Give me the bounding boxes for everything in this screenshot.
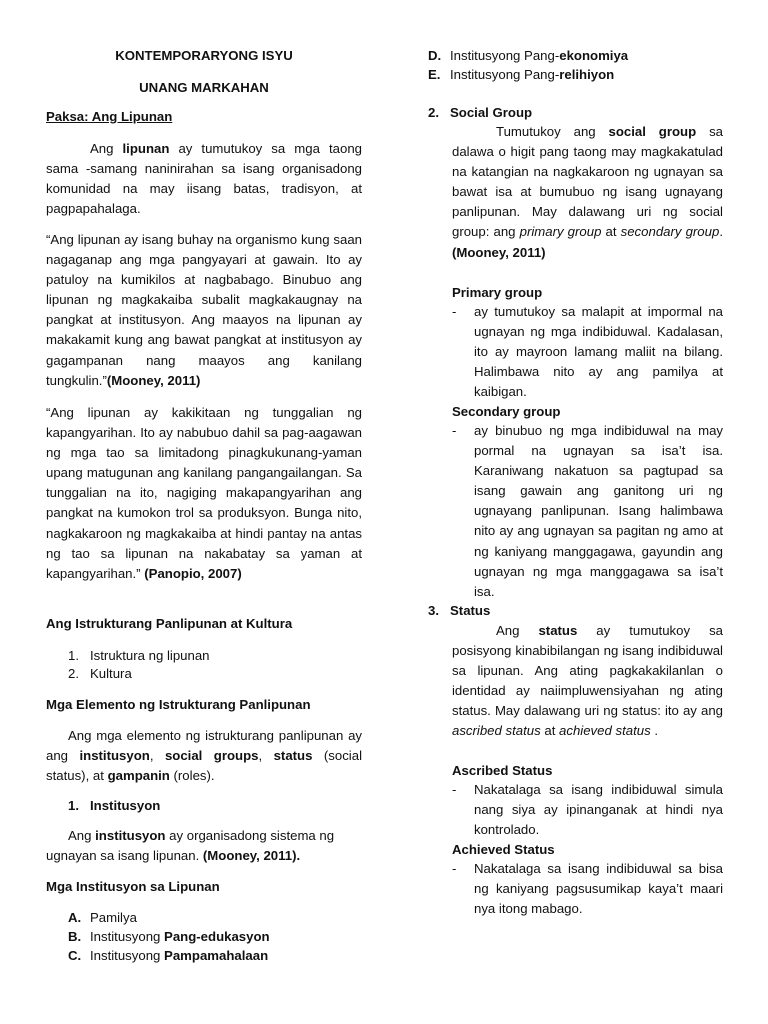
institution-item: C. Institusyong Pampamahalaan xyxy=(68,948,269,963)
quote-panopio: “Ang lipunan ay kakikitaan ng tunggalian ng kapangyarihan. Ito ay nabubuo dahil sa pag-aagawan ng mga tao sa limitadong pinagkukunang-yaman upang matugunan ang kanilang pangangailangan. Sa tunggalian na ito, nagiging makapangyarihan ang pangkat na kumokon trol sa produksyon. Bunga nito, nagkakaroon ng magkakaiba at hindi pantay na antas ng tao sa lipunan na nakabatay sa yaman at kapangyarihan.” (Panopio, 2007) xyxy=(46,405,362,581)
ascribed-status-heading: Ascribed Status xyxy=(452,763,553,778)
secondary-group-heading: Secondary group xyxy=(452,404,561,419)
document-subtitle: UNANG MARKAHAN xyxy=(139,80,269,95)
status-definition: Ang status ay tumutukoy sa posisyong kinabibilangan ng isang indibiduwal sa lipunan. Ang ating pagkakakilanlan o identidad ay naiimpluwensiyahan ng ating status. May dalawang uri ng status: ito ay ang ascribed status at achieved status . xyxy=(452,623,723,739)
institution-item: A. Pamilya xyxy=(68,910,137,925)
achieved-status-heading: Achieved Status xyxy=(452,842,555,857)
heading-mga-elemento: Mga Elemento ng Istrukturang Panlipunan xyxy=(46,697,311,712)
social-group-definition: Tumutukoy ang social group sa dalawa o higit pang taong may magkakatulad na katangian na nagkakaroon ng ugnayan sa bawat isa at bumubuo ng isang ugnayang panlipunan. May dalawang uri ng social group: ang primary group at secondary group. (Mooney, 2011) xyxy=(452,124,723,260)
heading-mga-institusyon: Mga Institusyon sa Lipunan xyxy=(46,879,220,894)
institution-item: B. Institusyong Pang-edukasyon xyxy=(68,929,270,944)
quote-mooney: “Ang lipunan ay isang buhay na organismo kung saan nagaganap ang mga pangyayari at gawain. Ito ay patuloy na kumikilos at nagbabago. Binubuo ang lipunan ng magkakaiba subalit magkakaugnay na pangkat at institusyon. Ang maayos na lipunan ay makakamit kung ang bawat pangkat at institusyon ay gagampanan nang maayos ang kanilang tungkulin.”(Mooney, 2011) xyxy=(46,232,362,388)
topic-heading: Paksa: Ang Lipunan xyxy=(46,109,173,124)
section-heading-institusyon: 1. Institusyon xyxy=(68,798,161,813)
elements-paragraph: Ang mga elemento ng istrukturang panlipunan ay ang institusyon, social groups, status (social status), at gampanin (roles). xyxy=(46,728,362,784)
section-heading-social-group: 2. Social Group xyxy=(428,105,533,120)
document-title: KONTEMPORARYONG ISYU xyxy=(115,48,293,63)
list-item: 1. Istruktura ng lipunan xyxy=(68,648,210,663)
document-page: KONTEMPORARYONG ISYU UNANG MARKAHAN Paksa: Ang Lipunan Ang lipunan ay tumutukoy sa mga taong sama -samang naninirahan sa isang organisadong komunidad na may iisang batas, tradisyon, at pagpapahalaga. “Ang lipunan ay isang buhay na organismo kung saan nagaganap ang mga pangyayari at gawain. Ito ay patuloy na kumikilos at nagbabago. Binubuo ang lipunan ng magkakaiba subalit magkakaugnay na pangkat at institusyon. Ang maayos na lipunan ay makakamit kung ang bawat pangkat at institusyon ay gagampanan nang maayos ang kanilang tungkulin.”(Mooney, 2011) “Ang lipunan ay kakikitaan ng tunggalian ng kapangyarihan. Ito ay nabubuo dahil sa pag-aagawan ng mga tao sa limitadong pinagkukunang-yaman upang matugunan ang kanilang pangangailangan. Sa tunggalian na ito, nagiging makapangyarihan ang pangkat na kumokon trol sa produksyon. Bunga nito, nagkakaroon ng magkakaiba at hindi pantay na antas ng tao sa lipunan na nakabatay sa yaman at kapangyarihan.” (Panopio, 2007) Ang Istrukturang Panlipunan at Kultura 1. Istruktura ng lipunan 2. Kultura Mga Elemento ng Istrukturang Panlipunan Ang mga elemento ng istrukturang panlipunan ay ang institusyon, social groups, status (social status), at gampanin (roles). 1. Institusyon Ang institusyon ay organisadong sistema ng ugnayan sa isang lipunan. (Mooney, 2011). Mga Institusyon sa Lipunan A. Pamilya B. Institusyong Pang-edukasyon C. Institusyong Pampamahalaan D. Institusyong Pang-ekonomiya E. Institusyong Pang-relihiyon 2. Social Group Tumutukoy ang social group sa dalawa o higit pang taong may magkakatulad na katangian na nagkakaroon ng ugnayan sa bawat isa at bumubuo ng isang ugnayang panlipunan. May dalawang uri ng social group: ang primary group at secondary group. (Mooney, 2011) Primary group - ay tumutukoy sa malapit at impormal na ugnayan ng mga indibiduwal. Kadalasan, ito ay mayroon lamang maliit na bilang. Halimbawa nito ay ang pamilya at kaibigan. Secondary group - ay binubuo ng mga indibiduwal na may pormal na ugnayan sa isa’t isa. Karaniwang nakatuon sa pagtupad sa isang gawain ang ganitong uri ng ugnayang panlipunan. Isang halimbawa nito ay ang ugnayan sa pagitan ng amo at ng kaniyang manggagawa, gayundin ang ugnayan ng mga manggagawa sa isa’t isa. 3. Status Ang status ay tumutukoy sa posisyong kinabibilangan ng isang indibiduwal sa lipunan. Ang ating pagkakakilanlan o identidad ay naiimpluwensiyahan ng ating status. May dalawang uri ng status: ito ay ang ascribed status at achieved status . Ascribed Status - Nakatalaga sa isang indibiduwal simula nang siya ay ipinanganak at hindi nya kontrolado. Achieved Status - Nakatalaga sa isang indibiduwal sa bisa ng kaniyang pagsusumikap kaya’t maari nya itong mabago. xyxy=(0,0,768,1024)
lipunan-definition: Ang lipunan ay tumutukoy sa mga taong sama -samang naninirahan sa isang organisadong komunidad na may iisang batas, tradisyon, at pagpapahalaga. xyxy=(46,141,362,217)
section-heading-status: 3. Status xyxy=(428,603,491,618)
institution-item: E. Institusyong Pang-relihiyon xyxy=(428,67,615,82)
primary-group-heading: Primary group xyxy=(452,285,543,300)
institution-item: D. Institusyong Pang-ekonomiya xyxy=(428,48,629,63)
institusyon-definition: Ang institusyon ay organisadong sistema ng ugnayan sa isang lipunan. (Mooney, 2011). xyxy=(46,828,335,864)
list-item: 2. Kultura xyxy=(68,666,132,681)
heading-istruktura-kultura: Ang Istrukturang Panlipunan at Kultura xyxy=(46,616,293,631)
